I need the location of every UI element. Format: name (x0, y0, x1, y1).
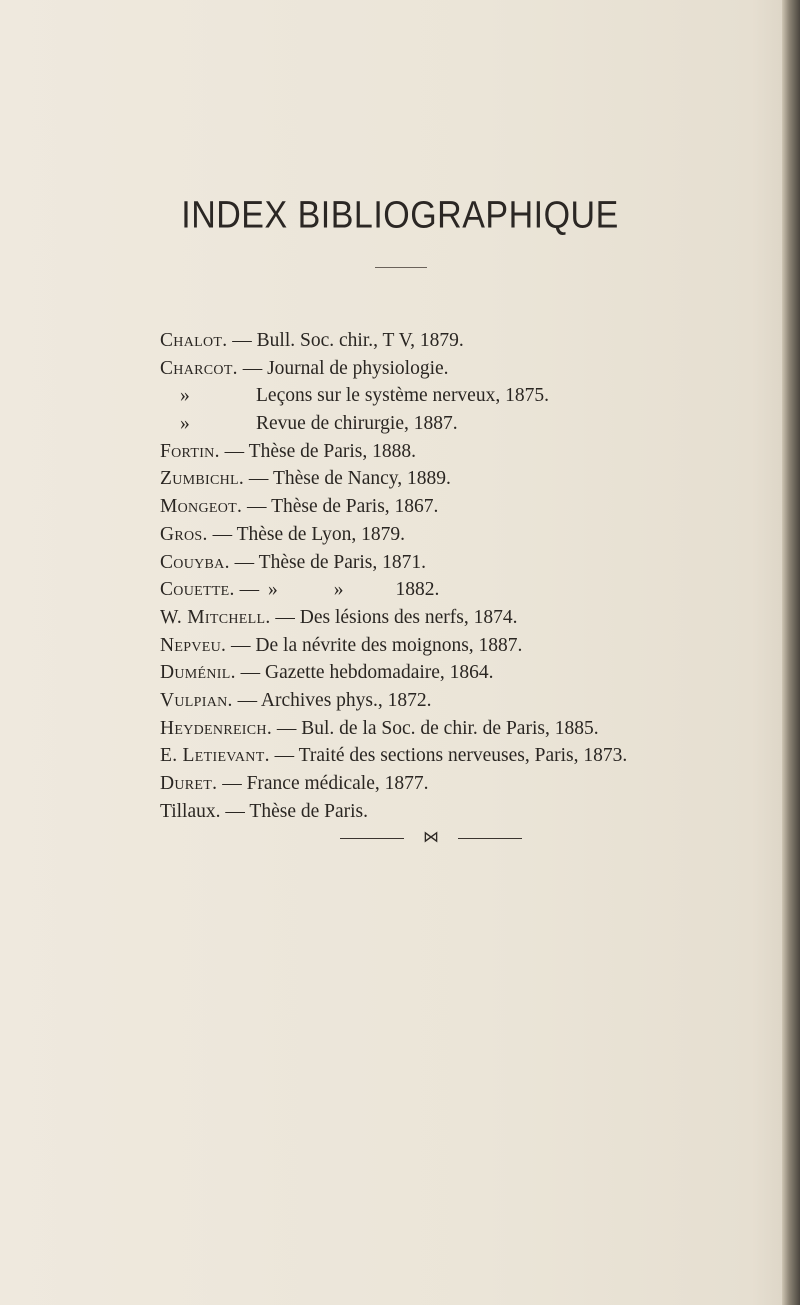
list-item: Zumbichl. — Thèse de Nancy, 1889. (160, 468, 451, 490)
entry-reference: Thèse de Lyon, 1879. (236, 523, 406, 545)
bibliography-list (160, 327, 800, 825)
list-item: Couette. — » » 1882. (160, 576, 800, 604)
entry-author: W. Mitchell. (160, 606, 271, 628)
list-item: Duménil. — Gazette hebdomadaire, 1864. (160, 662, 494, 684)
entry-reference: Journal de physiologie. (267, 357, 449, 379)
list-item (160, 410, 800, 438)
list-item: Tillaux. — Thèse de Paris. (160, 800, 369, 822)
entry-author: Duret. (160, 773, 218, 794)
entry-author: Heydenreich. (160, 717, 272, 739)
entry-reference: Leçons sur le système nerveux, 1875. (256, 385, 549, 407)
entry-reference: Gazette hebdomadaire, 1864. (265, 662, 494, 684)
entry-author: Zumbichl. (160, 468, 245, 490)
ornament-icon: ⋈ (423, 829, 439, 846)
entry-author: Vulpian. (160, 689, 233, 711)
end-ornament (340, 829, 522, 846)
list-item: Gros. — Thèse de Lyon, 1879. (160, 523, 406, 545)
list-item: Couyba. — Thèse de Paris, 1871. (160, 551, 427, 573)
entry-author: Charcot. (160, 357, 238, 379)
list-item: Fortin. — Thèse de Paris, 1888. (160, 440, 417, 462)
entry-author: Chalot. (160, 330, 228, 351)
entry-author: Nepveu. (160, 634, 227, 656)
entry-reference: Revue de chirurgie, 1887. (256, 413, 458, 435)
entry-reference: 1882. (395, 579, 440, 601)
ornament-line-left (340, 838, 404, 839)
entry-reference: Thèse de Paris. (249, 800, 369, 822)
ornament-line-right (458, 838, 522, 839)
list-item: Vulpian. — Archives phys., 1872. (160, 689, 432, 711)
entry-reference: France médicale, 1877. (246, 773, 429, 794)
list-item: Mongeot. — Thèse de Paris, 1867. (160, 496, 439, 518)
entry-reference: Thèse de Paris, 1867. (271, 496, 439, 518)
entry-reference: Bull. Soc. chir., T V, 1879. (256, 330, 464, 351)
entry-author: Gros. (160, 523, 208, 545)
list-item: Duret. — France médicale, 1877. (160, 773, 429, 794)
page-title: INDEX BIBLIOGRAPHIQUE (181, 193, 619, 237)
entry-reference: Thèse de Nancy, 1889. (272, 468, 451, 490)
ditto-mark: » (180, 413, 190, 435)
list-item (160, 382, 800, 410)
entry-author: Couette. (160, 579, 235, 601)
entry-author: E. Letievant. (160, 745, 270, 767)
entry-reference: Bul. de la Soc. de chir. de Paris, 1885. (301, 717, 599, 739)
entry-reference: Archives phys., 1872. (260, 689, 432, 711)
entry-author: Mongeot. (160, 496, 243, 518)
entry-author: Tillaux. (160, 800, 221, 822)
list-item: E. Letievant. — Traité des sections nerveuses, Paris, 1873. (160, 745, 628, 767)
entry-reference: De la névrite des moignons, 1887. (255, 634, 523, 656)
title-rule (375, 267, 427, 268)
list-item: Chalot. — Bull. Soc. chir., T V, 1879. (160, 330, 464, 351)
ditto-mark: » (333, 579, 344, 601)
ditto-mark: » (180, 385, 190, 407)
entry-author: Duménil. (160, 662, 236, 684)
list-item: Nepveu. — De la névrite des moignons, 1887. (160, 634, 523, 656)
list-item: Heydenreich. — Bul. de la Soc. de chir. de Paris, 1885. (160, 717, 599, 739)
list-item: Charcot. — Journal de physiologie. (160, 357, 449, 379)
list-item: W. Mitchell. — Des lésions des nerfs, 1874. (160, 606, 518, 628)
entry-reference: Traité des sections nerveuses, Paris, 1873. (298, 745, 628, 767)
entry-author: Couyba. (160, 551, 230, 573)
ditto-mark: » (267, 579, 278, 601)
entry-reference: Thèse de Paris, 1888. (248, 440, 417, 462)
entry-reference: Des lésions des nerfs, 1874. (299, 606, 518, 628)
entry-reference: Thèse de Paris, 1871. (258, 551, 427, 573)
entry-author: Fortin. (160, 440, 220, 462)
